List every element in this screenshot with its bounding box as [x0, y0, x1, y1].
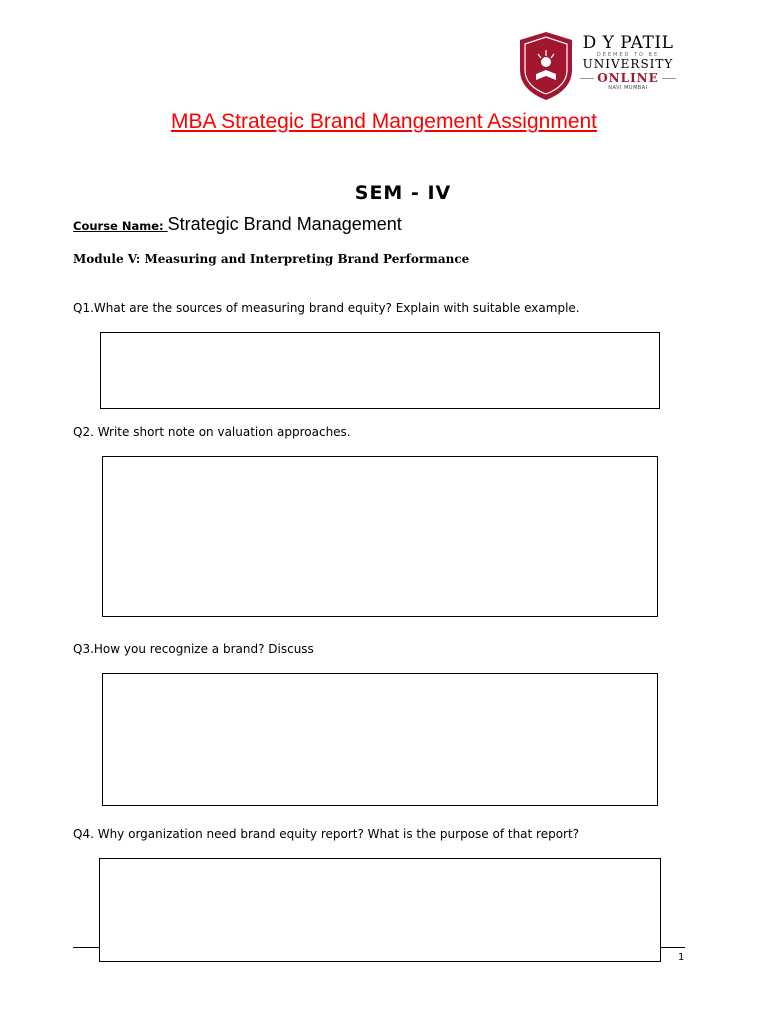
divider	[580, 78, 594, 79]
page-number: 1	[678, 952, 685, 963]
question-1: Q1.What are the sources of measuring brand equity? Explain with suitable example.	[73, 301, 580, 315]
question-4: Q4. Why organization need brand equity report? What is the purpose of that report?	[73, 827, 580, 841]
answer-box-3[interactable]	[102, 673, 658, 806]
logo-text	[578, 34, 678, 91]
course-label: Course Name:	[73, 219, 168, 233]
university-logo	[512, 28, 684, 104]
module-heading: Module V: Measuring and Interpreting Brand Performance	[73, 252, 470, 266]
course-value: Strategic Brand Management	[167, 214, 402, 234]
answer-box-2[interactable]	[102, 456, 658, 617]
crest-icon	[516, 30, 576, 102]
logo-online: ONLINE	[597, 71, 659, 85]
course-name-row	[73, 214, 402, 235]
page-title: MBA Strategic Brand Mangement Assignment	[170, 110, 598, 133]
question-2: Q2. Write short note on valuation approaches.	[73, 425, 351, 439]
question-3: Q3.How you recognize a brand? Discuss	[73, 642, 314, 656]
divider	[662, 78, 676, 79]
logo-university: UNIVERSITY	[582, 57, 674, 71]
answer-box-4[interactable]	[99, 858, 661, 962]
logo-deemed: DEEMED TO BE	[596, 52, 660, 58]
logo-name: D Y PATIL	[582, 33, 674, 53]
answer-box-1[interactable]	[100, 332, 660, 409]
logo-online-row	[578, 71, 678, 85]
logo-city: NAVI MUMBAI	[608, 85, 648, 91]
semester-heading: SEM - IV	[354, 182, 452, 204]
